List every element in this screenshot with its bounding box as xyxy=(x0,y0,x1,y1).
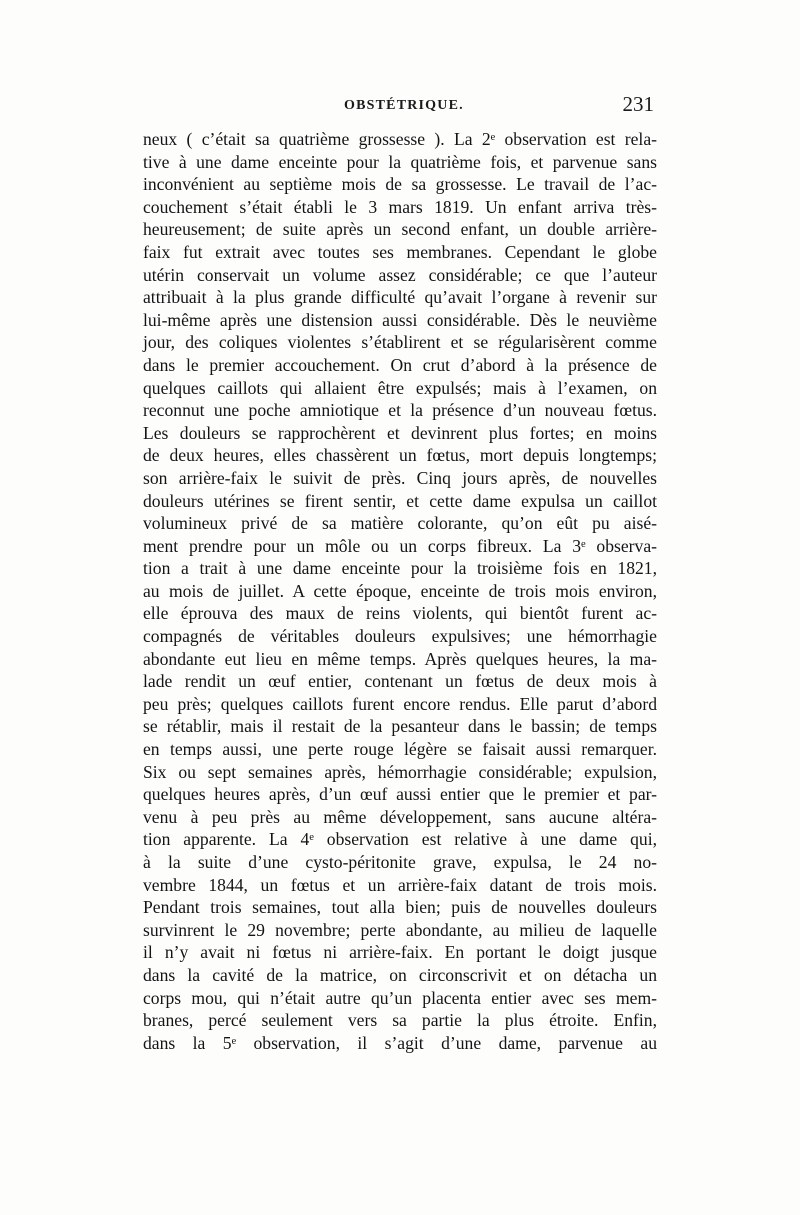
text-line: douleurs utérines se firent sentir, et cette dame expulsa un caillot xyxy=(143,490,657,511)
text-line: vembre 1844, un fœtus et un arrière-faix datant de trois mois. xyxy=(143,874,657,895)
text-line: au mois de juillet. A cette époque, enceinte de trois mois environ, xyxy=(143,580,657,601)
text-line: se rétablir, mais il restait de la pesanteur dans le bassin; de temps xyxy=(143,716,657,737)
text-line: reconnut une poche amniotique et la présence d’un nouveau fœtus. xyxy=(143,400,657,421)
text-line: dans la cavité de la matrice, on circonscrivit et on détacha un xyxy=(143,964,657,985)
text-line: lade rendit un œuf entier, contenant un fœtus de deux mois à xyxy=(143,671,657,692)
text-line: abondante eut lieu en même temps. Après quelques heures, la ma- xyxy=(143,648,657,669)
text-line: corps mou, qui n’était autre qu’un placenta entier avec ses mem- xyxy=(143,987,657,1008)
text-line: de deux heures, elles chassèrent un fœtus, mort depuis longtemps; xyxy=(143,445,657,466)
text-line: Les douleurs se rapprochèrent et devinrent plus fortes; en moins xyxy=(143,422,657,443)
text-line: branes, percé seulement vers sa partie la plus étroite. Enfin, xyxy=(143,1010,657,1031)
text-line: tive à une dame enceinte pour la quatrième fois, et parvenue sans xyxy=(143,151,657,172)
text-line: tion apparente. La 4ᵉ observation est relative à une dame qui, xyxy=(143,829,657,850)
text-line: dans le premier accouchement. On crut d’abord à la présence de xyxy=(143,354,657,375)
running-head xyxy=(140,92,660,120)
text-line: à la suite d’une cysto-péritonite grave, expulsa, le 24 no- xyxy=(143,852,657,872)
text-line: volumineux privé de sa matière colorante, qu’on eût pu aisé- xyxy=(143,513,657,534)
text-line: venu à peu près au même développement, sans aucune altéra- xyxy=(143,806,657,827)
text-line: Pendant trois semaines, tout alla bien; puis de nouvelles douleurs xyxy=(143,897,657,918)
text-line: Six ou sept semaines après, hémorrhagie considérable; expulsion, xyxy=(143,761,657,782)
text-line: quelques heures après, d’un œuf aussi entier que le premier et par- xyxy=(143,784,657,805)
text-line: faix fut extrait avec toutes ses membranes. Cependant le globe xyxy=(143,241,657,262)
text-line: dans la 5ᵉ observation, il s’agit d’une dame, parvenue au xyxy=(143,1032,657,1053)
running-title: OBSTÉTRIQUE. xyxy=(344,98,464,113)
text-line: attribuait à la plus grande difficulté qu’avait l’organe à revenir sur xyxy=(143,287,657,308)
text-line: couchement s’était établi le 3 mars 1819. Un enfant arriva très- xyxy=(143,196,657,217)
body-text xyxy=(143,128,657,1054)
text-line: ment prendre pour un môle ou un corps fibreux. La 3ᵉ observa- xyxy=(143,535,657,556)
text-line: il n’y avait ni fœtus ni arrière-faix. En portant le doigt jusque xyxy=(143,942,657,963)
text-line: lui-même après une distension aussi considérable. Dès le neuvième xyxy=(143,309,657,330)
text-line: quelques caillots qui allaient être expulsés; mais à l’examen, on xyxy=(143,377,657,398)
text-line: compagnés de véritables douleurs expulsives; une hémorrhagie xyxy=(143,626,657,647)
text-line: inconvénient au septième mois de sa grossesse. Le travail de l’ac- xyxy=(143,174,657,195)
text-line: en temps aussi, une perte rouge légère se faisait aussi remarquer. xyxy=(143,739,657,760)
text-line: tion a trait à une dame enceinte pour la troisième fois en 1821, xyxy=(143,558,657,579)
text-line: peu près; quelques caillots furent encore rendus. Elle parut d’abord xyxy=(143,693,657,714)
text-line: son arrière-faix le suivit de près. Cinq jours après, de nouvelles xyxy=(143,467,657,488)
text-line: survinrent le 29 novembre; perte abondante, au milieu de laquelle xyxy=(143,919,657,940)
page-number: 231 xyxy=(622,92,654,116)
text-line: jour, des coliques violentes s’établirent et se régularisèrent comme xyxy=(143,332,657,353)
text-line: heureusement; de suite après un second enfant, un double arrière- xyxy=(143,219,657,240)
text-line: utérin conservait un volume assez considérable; ce que l’auteur xyxy=(143,264,657,285)
text-line: neux ( c’était sa quatrième grossesse ). La 2ᵉ observation est rela- xyxy=(143,129,657,149)
text-line: elle éprouva des maux de reins violents, qui bientôt furent ac- xyxy=(143,603,657,624)
